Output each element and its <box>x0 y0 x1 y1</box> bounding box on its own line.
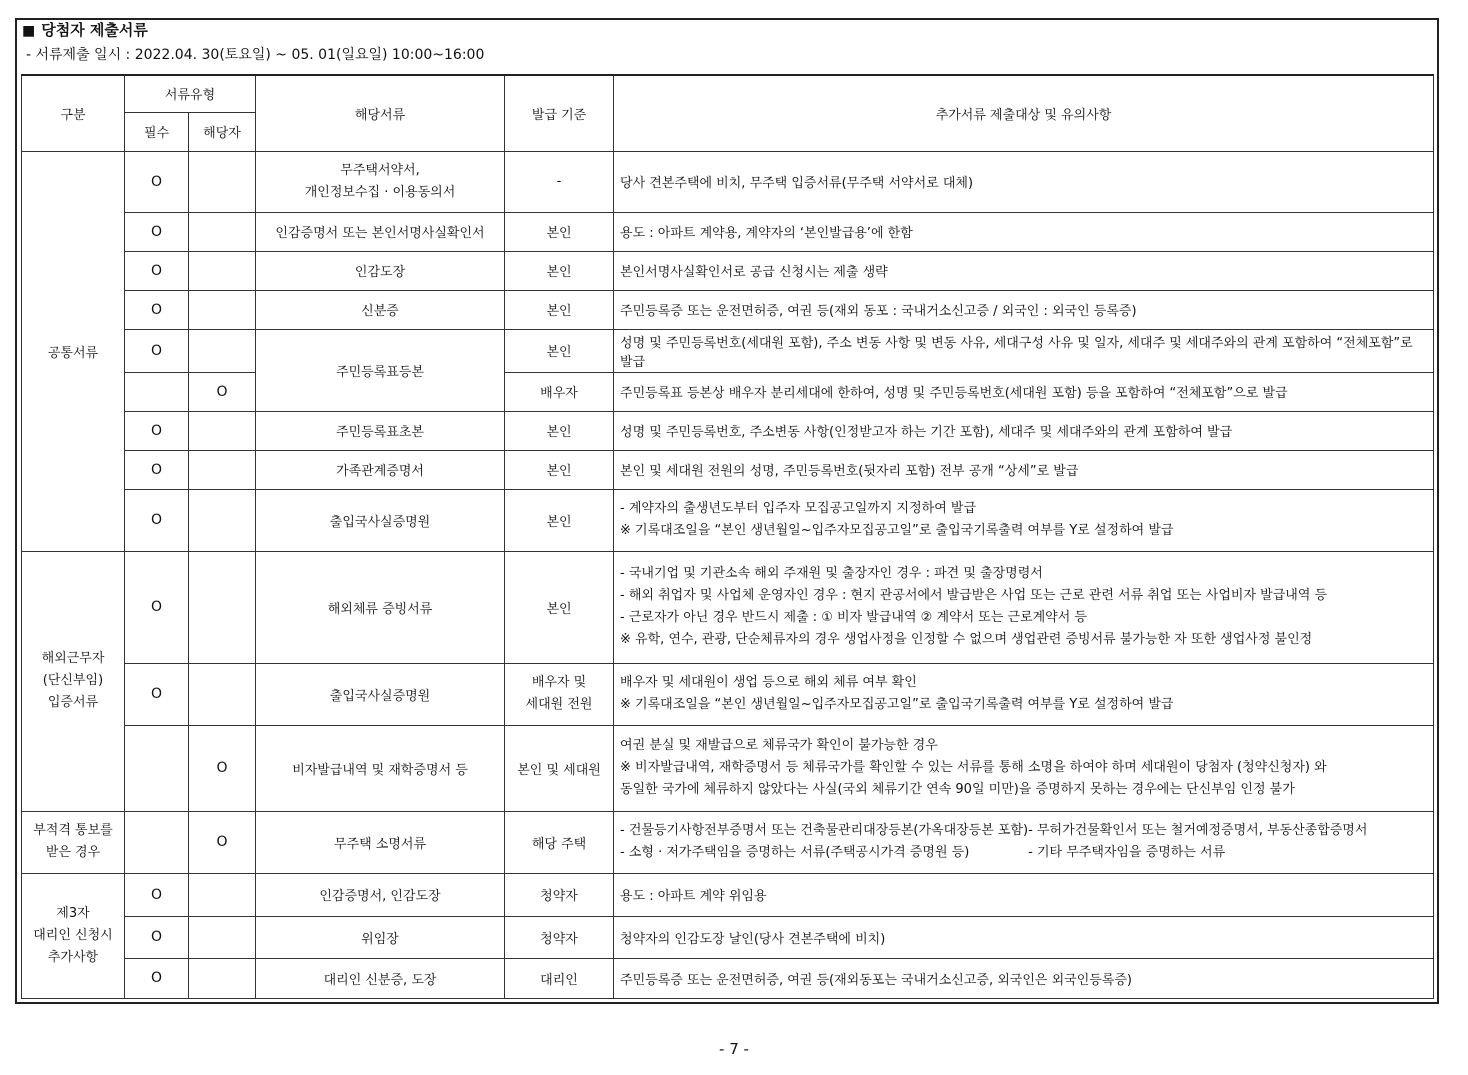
group-proxy: 제3자 대리인 신청시 추가사항 <box>22 873 125 998</box>
documents-table <box>21 74 1434 999</box>
notes-cell: 당사 견본주택에 비치, 무주택 입증서류(무주택 서약서로 대체) <box>614 151 1434 212</box>
table-row <box>22 958 1434 998</box>
applicable-mark: O <box>189 811 256 873</box>
issuer-cell: 해당 주택 <box>505 811 614 873</box>
applicable-mark <box>189 489 256 551</box>
applicable-mark <box>189 151 256 212</box>
table-row <box>22 663 1434 725</box>
group-common: 공통서류 <box>22 151 125 551</box>
required-mark: O <box>125 663 189 725</box>
header-doc-type: 서류유형 <box>125 75 256 112</box>
table-row <box>22 251 1434 290</box>
required-mark: O <box>125 329 189 372</box>
required-mark: O <box>125 916 189 958</box>
required-mark: O <box>125 151 189 212</box>
document-cell: 무주택서약서, 개인정보수집 · 이용동의서 <box>256 151 505 212</box>
applicable-mark <box>189 212 256 251</box>
document-cell: 주민등록표초본 <box>256 411 505 450</box>
issuer-cell: 대리인 <box>505 958 614 998</box>
notes-cell: - 계약자의 출생년도부터 입주자 모집공고일까지 지정하여 발급 ※ 기록대조일을 “본인 생년월일~입주자모집공고일”로 출입국기록출력 여부를 Y로 설정하여 발급 <box>614 489 1434 551</box>
page-number: - 7 - <box>719 1040 749 1058</box>
header-category: 구분 <box>22 75 125 151</box>
applicable-mark <box>189 411 256 450</box>
square-bullet-icon: ■ <box>22 23 36 39</box>
table-row <box>22 725 1434 811</box>
notes-cell: 주민등록표 등본상 배우자 분리세대에 한하여, 성명 및 주민등록번호(세대원 포함) 등을 포함하여 “전체포함”으로 발급 <box>614 372 1434 411</box>
issuer-cell: 청약자 <box>505 873 614 916</box>
issuer-cell: 본인 <box>505 290 614 329</box>
issuer-cell: 본인 <box>505 551 614 663</box>
required-mark <box>125 372 189 411</box>
table-row <box>22 151 1434 212</box>
document-cell: 출입국사실증명원 <box>256 663 505 725</box>
issuer-cell: 본인 <box>505 489 614 551</box>
applicable-mark <box>189 873 256 916</box>
notes-cell: 본인서명사실확인서로 공급 신청시는 제출 생략 <box>614 251 1434 290</box>
header-document: 해당서류 <box>256 75 505 151</box>
notes-cell: 성명 및 주민등록번호(세대원 포함), 주소 변동 사항 및 변동 사유, 세대구성 사유 및 일자, 세대주 및 세대주와의 관계 포함하여 “전체포함”로 발급 <box>614 329 1434 372</box>
applicable-mark <box>189 916 256 958</box>
section-title: 당첨자 제출서류 <box>41 21 148 39</box>
table-row <box>22 411 1434 450</box>
notes-cell: 용도 : 아파트 계약용, 계약자의 ‘본인발급용’에 한함 <box>614 212 1434 251</box>
required-mark: O <box>125 251 189 290</box>
section-heading <box>22 19 148 40</box>
required-mark: O <box>125 551 189 663</box>
applicable-mark <box>189 551 256 663</box>
notes-cell: 본인 및 세대원 전원의 성명, 주민등록번호(뒷자리 포함) 전부 공개 “상세”로 발급 <box>614 450 1434 489</box>
notes-cell: 주민등록증 또는 운전면허증, 여권 등(재외 동포 : 국내거소신고증 / 외국인 : 외국인 등록증) <box>614 290 1434 329</box>
table-row <box>22 551 1434 663</box>
table-row <box>22 212 1434 251</box>
document-cell: 해외체류 증빙서류 <box>256 551 505 663</box>
header-required: 필수 <box>125 112 189 151</box>
required-mark: O <box>125 290 189 329</box>
document-cell: 가족관계증명서 <box>256 450 505 489</box>
required-mark: O <box>125 873 189 916</box>
table-row <box>22 329 1434 372</box>
required-mark: O <box>125 489 189 551</box>
issuer-cell: 본인 <box>505 251 614 290</box>
table-row <box>22 489 1434 551</box>
header-notes: 추가서류 제출대상 및 유의사항 <box>614 75 1434 151</box>
applicable-mark: O <box>189 372 256 411</box>
document-cell: 위임장 <box>256 916 505 958</box>
table-row <box>22 811 1434 873</box>
submission-schedule: - 서류제출 일시 : 2022.04. 30(토요일) ~ 05. 01(일요일) 10:00~16:00 <box>26 47 485 63</box>
table-row <box>22 450 1434 489</box>
required-mark: O <box>125 212 189 251</box>
notes-cell: 용도 : 아파트 계약 위임용 <box>614 873 1434 916</box>
applicable-mark <box>189 251 256 290</box>
notes-cell: - 국내기업 및 기관소속 해외 주재원 및 출장자인 경우 : 파견 및 출장명령서 - 해외 취업자 및 사업체 운영자인 경우 : 현지 관공서에서 발급받은 사업 또는 근로 관련 서류 취업 또는 사업비자 발급내역 등 - 근로자가 아닌 경우 반드시 제출 : ① 비자 발급내역 ② 계약서 또는 근로계약서 등 ※ 유학, 연수, 관광, 단순체류자의 경우 생업사정을 인정할 수 없으며 생업관련 증빙서류 불가능한 자 또한 생업사정 불인정 <box>614 551 1434 663</box>
document-cell: 신분증 <box>256 290 505 329</box>
issuer-cell: 본인 <box>505 411 614 450</box>
document-cell: 대리인 신분증, 도장 <box>256 958 505 998</box>
header-applicable: 해당자 <box>189 112 256 151</box>
issuer-cell: 본인 <box>505 329 614 372</box>
notes-cell: 여권 분실 및 재발급으로 체류국가 확인이 불가능한 경우 ※ 비자발급내역, 재학증명서 등 체류국가를 확인할 수 있는 서류를 통해 소명을 하여야 하며 세대원이 당첨자 (청약신청자) 와 동일한 국가에 체류하지 않았다는 사실(국외 체류기간 연속 90일 미만)을 증명하지 못하는 경우에는 단신부임 인정 불가 <box>614 725 1434 811</box>
document-cell: 주민등록표등본 <box>256 329 505 411</box>
applicable-mark <box>189 958 256 998</box>
notes-cell: - 건물등기사항전부증명서 또는 건축물관리대장등본(가옥대장등본 포함) - 소형 · 저가주택임을 증명하는 서류(주택공시가격 증명원 등) - 무허가건물확인서 또는 철거예정증명서, 부동산종합증명서 - 기타 무주택자임을 증명하는 서류 <box>614 811 1434 873</box>
group-ineligible: 부적격 통보를 받은 경우 <box>22 811 125 873</box>
applicable-mark <box>189 290 256 329</box>
notes-cell: 주민등록증 또는 운전면허증, 여권 등(재외동포는 국내거소신고증, 외국인은 외국인등록증) <box>614 958 1434 998</box>
document-cell: 인감증명서, 인감도장 <box>256 873 505 916</box>
table-row <box>22 290 1434 329</box>
applicable-mark: O <box>189 725 256 811</box>
required-mark: O <box>125 450 189 489</box>
group-overseas: 해외근무자 (단신부임) 입증서류 <box>22 551 125 811</box>
applicable-mark <box>189 329 256 372</box>
document-cell: 비자발급내역 및 재학증명서 등 <box>256 725 505 811</box>
header-issuer: 발급 기준 <box>505 75 614 151</box>
table-row <box>22 372 1434 411</box>
issuer-cell: 청약자 <box>505 916 614 958</box>
issuer-cell: 본인 <box>505 212 614 251</box>
applicable-mark <box>189 663 256 725</box>
required-mark <box>125 811 189 873</box>
document-cell: 인감도장 <box>256 251 505 290</box>
issuer-cell: 본인 및 세대원 <box>505 725 614 811</box>
issuer-cell: 배우자 <box>505 372 614 411</box>
issuer-cell: 본인 <box>505 450 614 489</box>
issuer-cell: 배우자 및 세대원 전원 <box>505 663 614 725</box>
issuer-cell: - <box>505 151 614 212</box>
notes-cell: 청약자의 인감도장 날인(당사 견본주택에 비치) <box>614 916 1434 958</box>
document-cell: 인감증명서 또는 본인서명사실확인서 <box>256 212 505 251</box>
required-mark: O <box>125 958 189 998</box>
required-mark <box>125 725 189 811</box>
notes-cell: 성명 및 주민등록번호, 주소변동 사항(인정받고자 하는 기간 포함), 세대주 및 세대주와의 관계 포함하여 발급 <box>614 411 1434 450</box>
notes-cell: 배우자 및 세대원이 생업 등으로 해외 체류 여부 확인 ※ 기록대조일을 “본인 생년월일~입주자모집공고일”로 출입국기록출력 여부를 Y로 설정하여 발급 <box>614 663 1434 725</box>
document-cell: 무주택 소명서류 <box>256 811 505 873</box>
required-mark: O <box>125 411 189 450</box>
applicable-mark <box>189 450 256 489</box>
document-cell: 출입국사실증명원 <box>256 489 505 551</box>
table-row <box>22 873 1434 916</box>
table-row <box>22 916 1434 958</box>
